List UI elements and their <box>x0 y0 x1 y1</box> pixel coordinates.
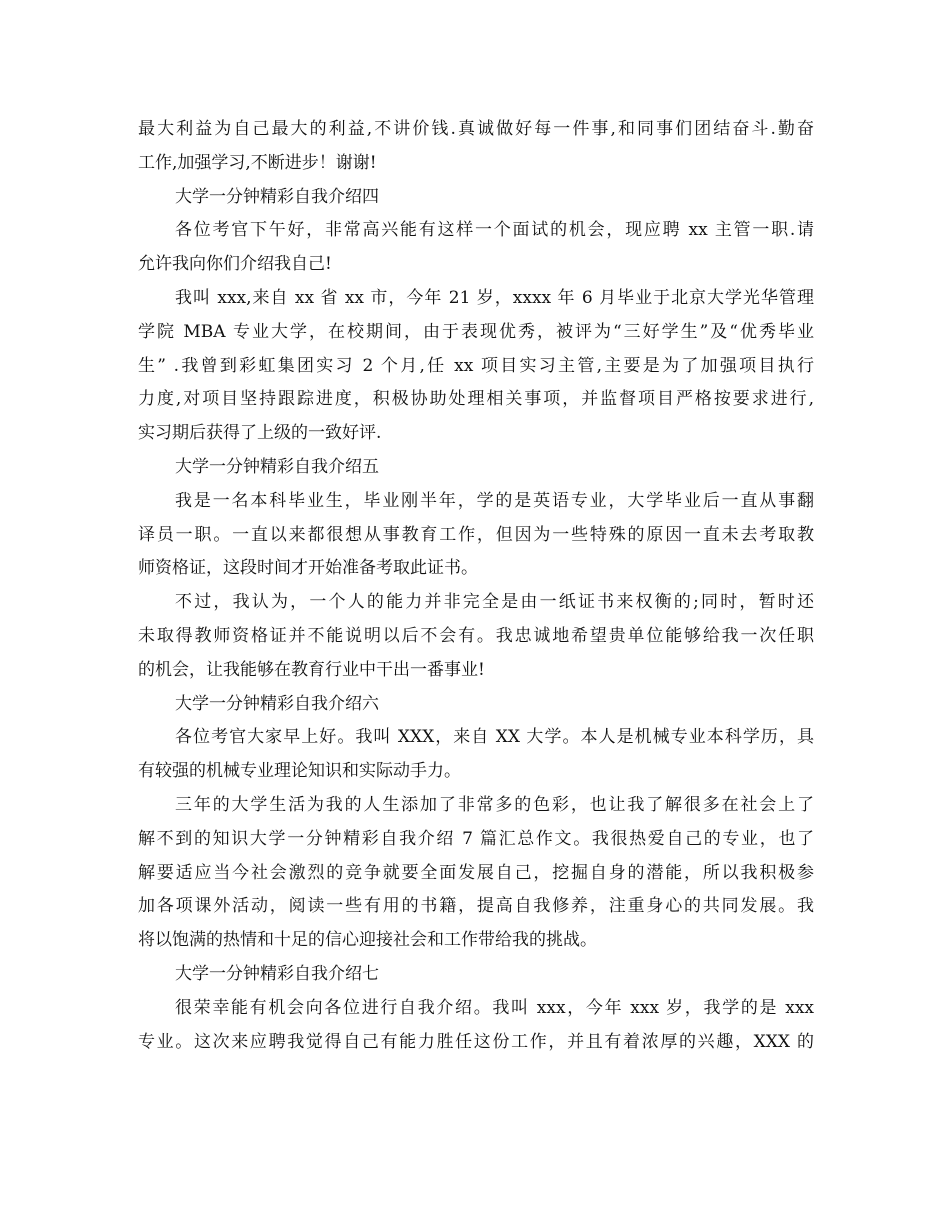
text-line: 的机会，让我能够在教育行业中干出一番事业! <box>138 659 485 680</box>
text-line: 各位考官大家早上好。我叫 XXX，来自 XX 大学。本人是机械专业本科学历，具 <box>175 727 814 748</box>
text-line: 解要适应当今社会激烈的竞争就要全面发展自己，挖掘自身的潜能，所以我积极参 <box>138 862 814 883</box>
text-line: 很荣幸能有机会向各位进行自我介绍。我叫 xxx，今年 xxx 岁，我学的是 xxx <box>175 997 814 1018</box>
text-line: 各位考官下午好，非常高兴能有这样一个面试的机会，现应聘 xx 主管一职.请 <box>175 220 814 241</box>
section-heading: 大学一分钟精彩自我介绍四 <box>175 186 379 207</box>
text-line: 生” .我曾到彩虹集团实习 2 个月,任 xx 项目实习主管,主要是为了加强项目执行 <box>138 355 814 376</box>
text-line: 我叫 xxx,来自 xx 省 xx 市，今年 21 岁，xxxx 年 6 月毕业于北京大学光华管理 <box>175 287 814 308</box>
text-line: 允许我向你们介绍我自己! <box>138 254 332 275</box>
text-line: 力度,对项目坚持跟踪进度，积极协助处理相关事项，并监督项目严格按要求进行, <box>138 389 814 410</box>
text-line: 实习期后获得了上级的一致好评. <box>138 423 382 444</box>
text-line: 学院 MBA 专业大学，在校期间，由于表现优秀，被评为“三好学生”及“优秀毕业 <box>138 321 814 342</box>
text-line: 专业。这次来应聘我觉得自己有能力胜任这份工作，并且有着浓厚的兴趣，XXX 的 <box>138 1031 814 1052</box>
text-line: 有较强的机械专业理论知识和实际动手力。 <box>138 761 461 782</box>
section-heading: 大学一分钟精彩自我介绍六 <box>175 693 379 714</box>
text-line: 未取得教师资格证并不能说明以后不会有。我忠诚地希望贵单位能够给我一次任职 <box>138 625 814 646</box>
text-line: 师资格证，这段时间才开始准备考取此证书。 <box>138 558 478 579</box>
text-line: 最大利益为自己最大的利益,不讲价钱.真诚做好每一件事,和同事们团结奋斗.勤奋 <box>138 119 814 139</box>
text-line: 解不到的知识大学一分钟精彩自我介绍 7 篇汇总作文。我很热爱自己的专业，也了 <box>138 828 814 849</box>
document-page <box>138 113 814 1059</box>
section-heading: 大学一分钟精彩自我介绍七 <box>175 963 379 984</box>
text-line: 译员一职。一直以来都很想从事教育工作，但因为一些特殊的原因一直未去考取教 <box>138 524 814 545</box>
text-line: 我是一名本科毕业生，毕业刚半年，学的是英语专业，大学毕业后一直从事翻 <box>175 490 814 511</box>
text-line: 加各项课外活动，阅读一些有用的书籍，提高自我修养，注重身心的共同发展。我 <box>138 896 814 917</box>
section-heading: 大学一分钟精彩自我介绍五 <box>175 456 379 477</box>
text-line: 将以饱满的热情和十足的信心迎接社会和工作带给我的挑战。 <box>138 930 597 951</box>
text-line: 不过，我认为，一个人的能力并非完全是由一纸证书来权衡的;同时，暂时还 <box>175 592 814 613</box>
text-line: 三年的大学生活为我的人生添加了非常多的色彩，也让我了解很多在社会上了 <box>175 794 814 815</box>
text-line: 工作,加强学习,不断进步！谢谢! <box>138 152 377 173</box>
